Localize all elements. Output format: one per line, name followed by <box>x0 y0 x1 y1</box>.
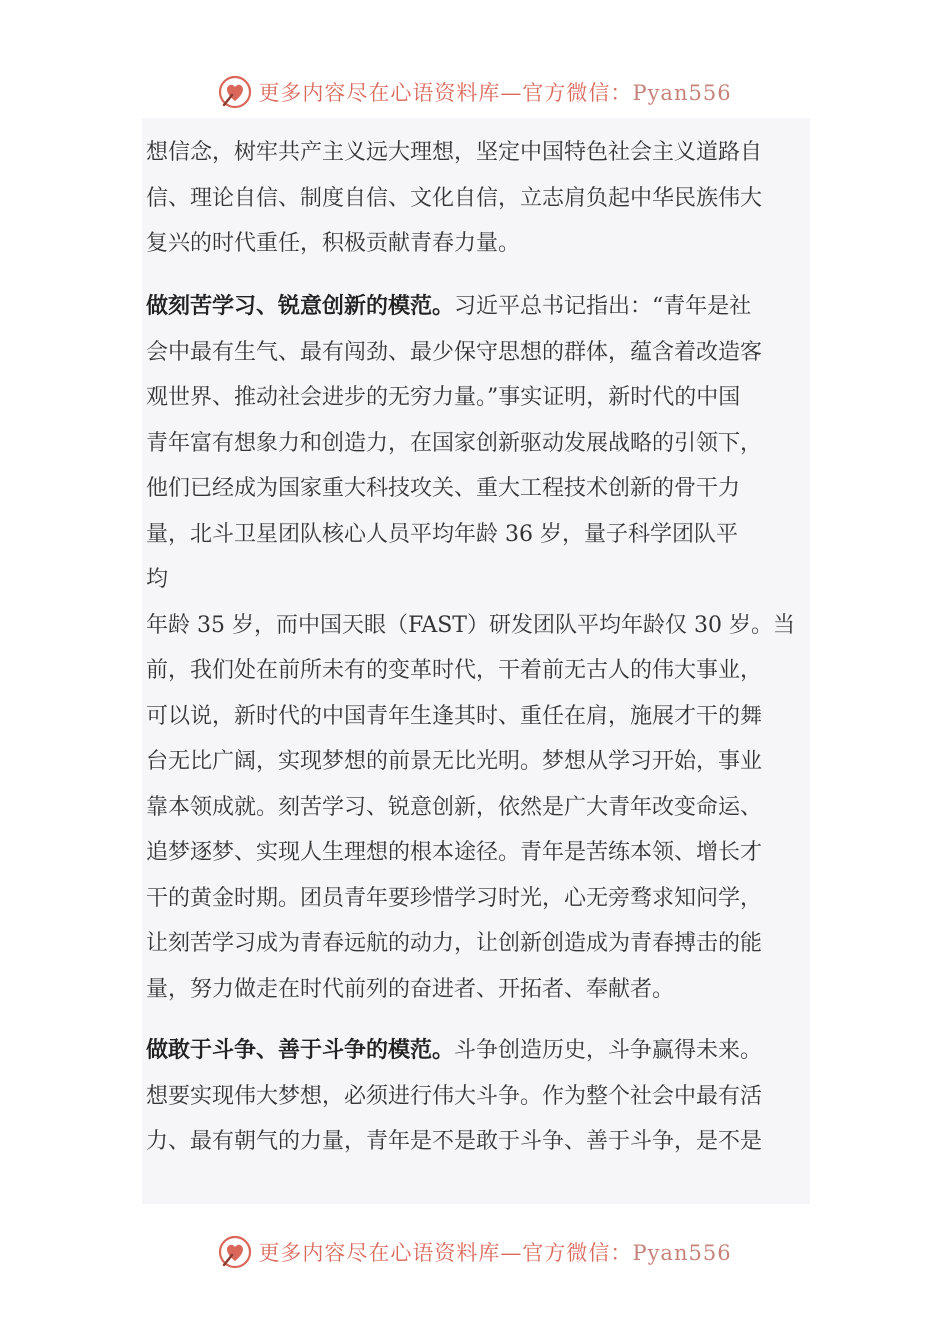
paragraph-3 <box>146 1028 810 1165</box>
heart-pen-logo-icon <box>218 75 252 109</box>
paragraph-2 <box>146 284 810 1012</box>
text-line: 信、理论自信、制度自信、文化自信，立志肩负起中华民族伟大 <box>146 185 763 211</box>
text-line: 均 <box>146 567 169 592</box>
text-line: 做敢于斗争、善于斗争的模范。斗争创造历史，斗争赢得未来。 <box>146 1037 763 1063</box>
text-line: 靠本领成就。刻苦学习、锐意创新，依然是广大青年改变命运、 <box>146 794 763 820</box>
text-line: 做刻苦学习、锐意创新的模范。习近平总书记指出：“青年是社 <box>146 293 752 319</box>
text-line: 让刻苦学习成为青春远航的动力，让创新创造成为青春搏击的能 <box>146 931 763 956</box>
header-banner <box>0 72 950 112</box>
text-line: 观世界、推动社会进步的无穷力量。”事实证明，新时代的中国 <box>146 385 741 410</box>
text-line: 会中最有生气、最有闯劲、最少保守思想的群体，蕴含着改造客 <box>146 339 763 365</box>
banner-text: 更多内容尽在心语资料库—官方微信：Pyan556 <box>258 81 732 105</box>
wechat-id: Pyan556 <box>632 1241 732 1265</box>
text-line: 青年富有想象力和创造力，在国家创新驱动发展战略的引领下， <box>146 430 763 456</box>
wechat-id: Pyan556 <box>632 81 732 105</box>
text-line: 力、最有朝气的力量，青年是不是敢于斗争、善于斗争，是不是 <box>146 1129 763 1154</box>
paragraph-heading: 做敢于斗争、善于斗争的模范。 <box>146 1037 455 1063</box>
text-line: 量，努力做走在时代前列的奋进者、开拓者、奉献者。 <box>146 976 675 1002</box>
text-line: 可以说，新时代的中国青年生逢其时、重任在肩，施展才干的舞 <box>146 703 763 729</box>
text-line: 追梦逐梦、实现人生理想的根本途径。青年是苦练本领、增长才 <box>146 840 763 865</box>
document-body <box>142 118 810 1204</box>
paragraph-1 <box>146 130 810 267</box>
text-line: 量，北斗卫星团队核心人员平均年龄 36 岁，量子科学团队平 <box>146 521 738 547</box>
text-line: 想要实现伟大梦想，必须进行伟大斗争。作为整个社会中最有活 <box>146 1083 763 1109</box>
footer-banner <box>0 1232 950 1272</box>
text-line: 台无比广阔，实现梦想的前景无比光明。梦想从学习开始，事业 <box>146 749 763 774</box>
text-line: 复兴的时代重任，积极贡献青春力量。 <box>146 231 521 256</box>
text-line: 前，我们处在前所未有的变革时代，干着前无古人的伟大事业， <box>146 658 763 683</box>
paragraph-heading: 做刻苦学习、锐意创新的模范。 <box>146 293 455 319</box>
text-line: 年龄 35 岁，而中国天眼（FAST）研发团队平均年龄仅 30 岁。当 <box>146 612 795 638</box>
text-line: 干的黄金时期。团员青年要珍惜学习时光，心无旁骛求知问学， <box>146 885 763 911</box>
banner-text: 更多内容尽在心语资料库—官方微信：Pyan556 <box>258 1241 732 1265</box>
text-line: 他们已经成为国家重大科技攻关、重大工程技术创新的骨干力 <box>146 476 741 501</box>
heart-pen-logo-icon <box>218 1235 252 1269</box>
text-line: 想信念，树牢共产主义远大理想，坚定中国特色社会主义道路自 <box>146 140 763 165</box>
